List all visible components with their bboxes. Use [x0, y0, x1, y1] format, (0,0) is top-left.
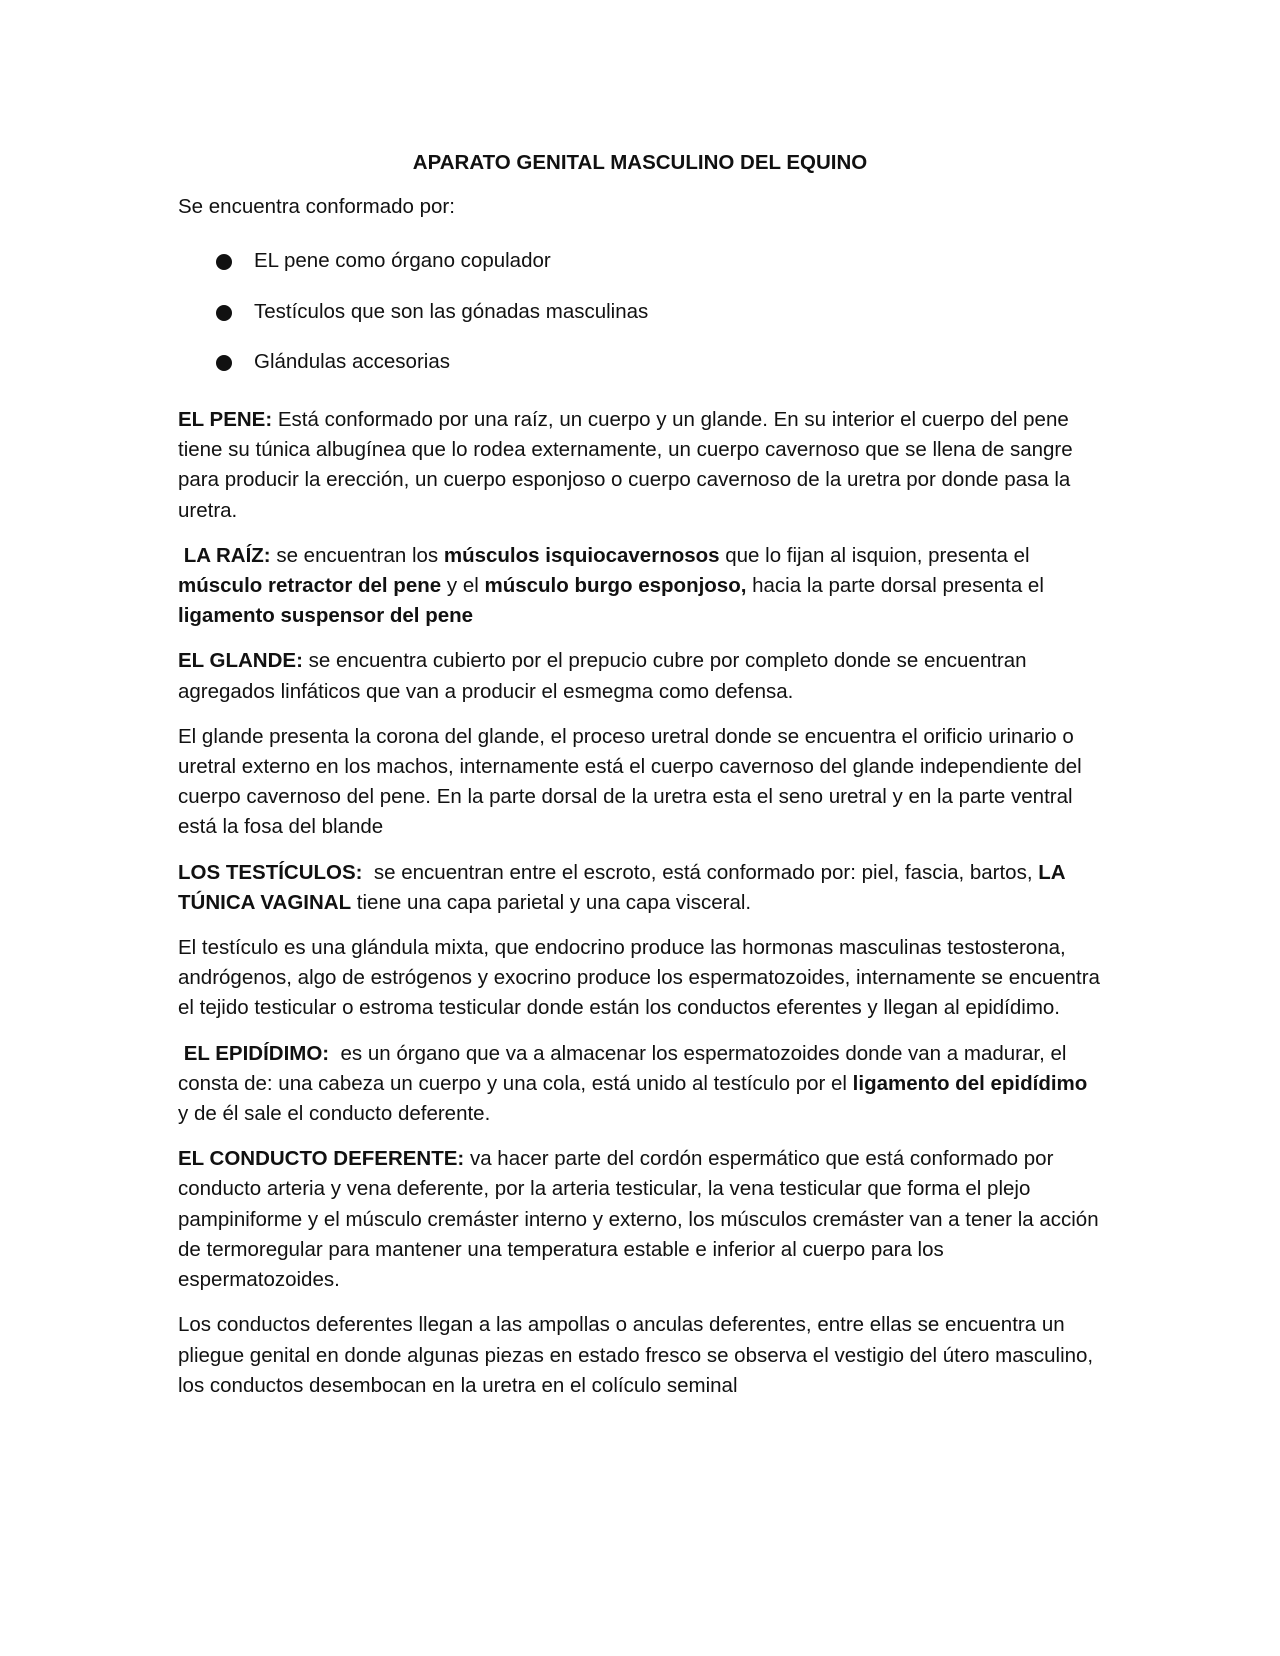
paragraph-testiculos: [178, 858, 1102, 918]
bullet-icon: [216, 305, 232, 321]
bullet-icon: [216, 254, 232, 270]
paragraph-testiculo-description: El testículo es una glándula mixta, que endocrino produce las hormonas masculinas testosterona, andrógenos, algo de estrógenos y exocrino produce los espermatozoides, internamente se encuentra el tejido testicular o estroma testicular donde están los conductos eferentes y llegan al epidídimo.: [178, 936, 1100, 1020]
bullet-icon: [216, 355, 232, 371]
component-list: [178, 246, 1102, 377]
paragraph-text: y de él sale el conducto deferente.: [178, 1102, 491, 1126]
paragraph-text: se encuentran entre el escroto, está conformado por: piel, fascia, bartos,: [362, 860, 1039, 884]
paragraph-text: va hacer parte del cordón espermático que está conformado por conducto arteria y vena deferente, por la arteria testicular, la vena testicular que forma el plejo pampiniforme y el músculo cremáster interno y externo, los músculos cremáster van a tener la acción de termoregular para mantener una temperatura estable e inferior al cuerpo para los espermatozoides.: [178, 1147, 1099, 1292]
list-item-text: Glándulas accesorias: [254, 349, 450, 373]
paragraph-text: se encuentran los: [270, 543, 444, 567]
heading-epididimo: EL EPIDÍDIMO:: [178, 1041, 330, 1065]
heading-raiz: LA RAÍZ:: [178, 543, 271, 567]
paragraph-text: Está conformado por una raíz, un cuerpo y un glande. En su interior el cuerpo del pene tiene su túnica albugínea que lo rodea externamente, un cuerpo cavernoso que se llena de sangre para producir la erección, un cuerpo esponjoso o cuerpo cavernoso de la uretra por donde pasa la uretra.: [178, 408, 1073, 522]
bold-term: ligamento suspensor del pene: [178, 604, 474, 628]
paragraph-text: tiene una capa parietal y una capa visceral.: [351, 890, 752, 914]
paragraph-text: se encuentra cubierto por el prepucio cubre por completo donde se encuentran agregados linfáticos que van a producir el esmegma como defensa.: [178, 649, 1027, 703]
paragraph-text: es un órgano que va a almacenar los espermatozoides donde van a madurar, el consta de: una cabeza un cuerpo y una cola, está unido al testículo por el: [178, 1041, 1073, 1095]
heading-pene: EL PENE:: [178, 408, 273, 432]
bold-term: ligamento del epidídimo: [852, 1071, 1088, 1095]
paragraph-conductos-description: Los conductos deferentes llegan a las ampollas o anculas deferentes, entre ellas se encuentra un pliegue genital en donde algunas piezas en estado fresco se observa el vestigio del útero masculino, los conductos desembocan en la uretra en el colículo seminal: [178, 1313, 1094, 1397]
paragraph-pene: [178, 405, 1102, 526]
bold-term: músculo burgo esponjoso,: [484, 574, 747, 598]
paragraph-text: y el: [441, 574, 485, 598]
list-item-text: EL pene como órgano copulador: [254, 249, 551, 273]
document-title: APARATO GENITAL MASCULINO DEL EQUINO: [412, 151, 868, 174]
list-item: [178, 297, 1102, 327]
paragraph-glande-description: El glande presenta la corona del glande, el proceso uretral donde se encuentra el orificio urinario o uretral externo en los machos, internamente está el cuerpo cavernoso del glande independiente del cuerpo cavernoso del pene. En la parte dorsal de la uretra esta el seno uretral y en la parte ventral está la fosa del blande: [178, 724, 1082, 839]
heading-glande: EL GLANDE:: [178, 649, 303, 673]
intro-text: Se encuentra conformado por:: [178, 195, 455, 219]
paragraph-glande: [178, 646, 1102, 706]
paragraph-epididimo: [178, 1039, 1102, 1130]
list-item-text: Testículos que son las gónadas masculinas: [254, 299, 649, 323]
heading-conducto-deferente: EL CONDUCTO DEFERENTE:: [178, 1147, 465, 1171]
list-item: [178, 347, 1102, 377]
paragraph-conducto-deferente: [178, 1144, 1102, 1295]
bold-term: músculo retractor del pene: [178, 574, 442, 598]
bold-term: músculos isquiocavernosos: [443, 543, 720, 567]
list-item: [178, 246, 1102, 276]
document-page: [178, 148, 1102, 1416]
paragraph-raiz: [178, 541, 1102, 632]
bold-term: LA TÚNICA VAGINAL: [178, 860, 1065, 914]
paragraph-text: hacia la parte dorsal presenta el: [746, 574, 1044, 598]
paragraph-text: que lo fijan al isquion, presenta el: [719, 543, 1030, 567]
heading-testiculos: LOS TESTÍCULOS:: [178, 860, 363, 884]
